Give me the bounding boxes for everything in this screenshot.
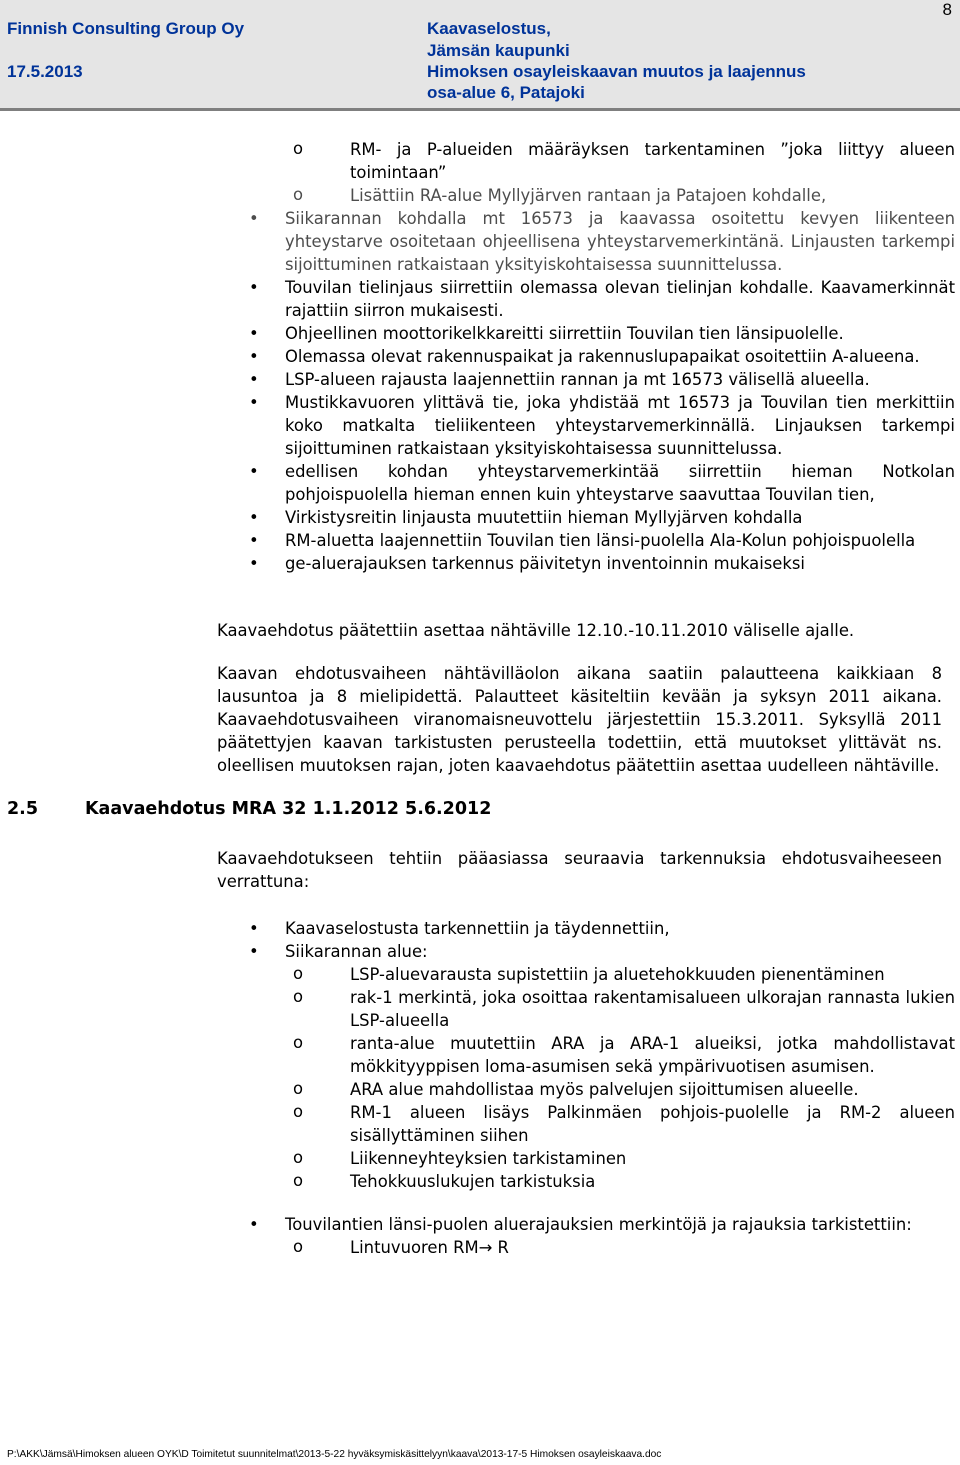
touvila-list	[0, 1213, 960, 1259]
list-item: • Siikarannan kohdalla mt 16573 ja kaavassa osoitettu kevyen liikenteen yhteystarve osoitetaan ohjeellisena yhteystarvemerkintänä. Linjausten tarkempi sijoittuminen ratkaistaan yksityiskohtaisessa suunnittelussa.	[285, 207, 955, 276]
document-body	[0, 138, 960, 1259]
page-number: 8	[942, 0, 952, 19]
sub-list-item: o RM-1 alueen lisäys Palkinmäen pohjois-puolelle ja RM-2 alueen sisällyttäminen siihen	[350, 1101, 955, 1147]
list-item: • ge-aluerajauksen tarkennus päivitetyn inventoinnin mukaiseksi	[285, 552, 955, 575]
file-path-footer: P:\AKK\Jämsä\Himoksen alueen OYK\D Toimitetut suunnitelmat\2013-5-22 hyväksymiskäsittelyyn\kaava\2013-17-5 Himoksen osayleiskaava.doc	[7, 1449, 662, 1460]
sub-list-item: o RM- ja P-alueiden määräyksen tarkentaminen ”joka liittyy alueen toimintaan”	[350, 138, 955, 184]
list-item: • Virkistysreitin linjausta muutettiin hieman Myllyjärven kohdalla	[285, 506, 955, 529]
company-name: Finnish Consulting Group Oy	[7, 19, 245, 38]
sub-list-item: o Lisättiin RA-alue Myllyjärven rantaan ja Patajoen kohdalle,	[350, 184, 955, 207]
plan-title: Himoksen osayleiskaavan muutos ja laajennus	[427, 62, 806, 81]
list-item: • Mustikkavuoren ylittävä tie, joka yhdistää mt 16573 ja Touvilan tien merkittiin koko matkalta tieliikenteen yhteystarvemerkinnällä. Linjauksen tarkempi sijoittuminen ratkaistaan yksityiskohtaisessa suunnittelussa.	[285, 391, 955, 460]
sub-list-item: o Lintuvuoren RM→ R	[350, 1236, 955, 1259]
list-item: • LSP-alueen rajausta laajennettiin rannan ja mt 16573 välisellä alueella.	[285, 368, 955, 391]
sub-list-item: o LSP-aluevarausta supistettiin ja aluetehokkuuden pienentäminen	[350, 963, 955, 986]
section-heading	[7, 797, 960, 821]
section-number: 2.5	[7, 799, 39, 819]
sub-list-item: o ranta-alue muutettiin ARA ja ARA-1 alueiksi, jotka mahdollistavat mökkityyppisen loma-asumisen sekä ympärivuotisen asumisen.	[350, 1032, 955, 1078]
sub-list-item: o ARA alue mahdollistaa myös palvelujen sijoittumisen alueelle.	[350, 1078, 955, 1101]
changes-list	[0, 138, 960, 575]
list-item: • RM-aluetta laajennettiin Touvilan tien länsi-puolella Ala-Kolun pohjoispuolella	[285, 529, 955, 552]
page-header	[0, 0, 960, 111]
paragraph-feedback: Kaavan ehdotusvaiheen nähtävilläolon aikana saatiin palautteena kaikkiaan 8 lausuntoa ja 8 mielipidettä. Palautteet käsiteltiin kevään ja syksyn 2011 aikana. Kaavaehdotusvaiheen viranomaisneuvottelu järjestettiin 15.3.2011. Syksyllä 2011 päätettyjen kaavan tarkistusten perusteella todettiin, että muutokset ylittävät ns. oleellisen muutoksen rajan, joten kaavaehdotus päätettiin asettaa uudelleen nähtäville.	[217, 664, 942, 775]
sub-list-item: o Tehokkuuslukujen tarkistuksia	[350, 1170, 955, 1193]
sub-list-item: o Liikenneyhteyksien tarkistaminen	[350, 1147, 955, 1170]
document-type: Kaavaselostus,	[427, 19, 551, 38]
municipality: Jämsän kaupunki	[427, 41, 570, 60]
section-title: Kaavaehdotus MRA 32 1.1.2012 5.6.2012	[85, 799, 492, 819]
sub-list-item: o rak-1 merkintä, joka osoittaa rakentamisalueen ulkorajan rannasta lukien LSP-alueella	[350, 986, 955, 1032]
paragraph-exhibition: Kaavaehdotus päätettiin asettaa nähtäville 12.10.-10.11.2010 väliselle ajalle.	[217, 621, 855, 640]
list-item: • Siikarannan alue:	[285, 940, 955, 963]
list-item: • Olemassa olevat rakennuspaikat ja rakennuslupapaikat osoitettiin A-alueena.	[285, 345, 955, 368]
paragraph-refinements: Kaavaehdotukseen tehtiin pääasiassa seuraavia tarkennuksia ehdotusvaiheeseen verrattuna:	[217, 849, 942, 891]
list-item: • edellisen kohdan yhteystarvemerkintää siirrettiin hieman Notkolan pohjoispuolella hieman ennen kuin yhteystarve saavuttaa Touvilan tien,	[285, 460, 955, 506]
list-item: • Touvilan tielinjaus siirrettiin olemassa olevan tielinjan kohdalle. Kaavamerkinnät rajattiin siirron mukaisesti.	[285, 276, 955, 322]
plan-area: osa-alue 6, Patajoki	[427, 83, 585, 102]
refinements-list	[0, 917, 960, 1193]
list-item: • Ohjeellinen moottorikelkkareitti siirrettiin Touvilan tien länsipuolelle.	[285, 322, 955, 345]
list-item: • Touvilantien länsi-puolen aluerajauksien merkintöjä ja rajauksia tarkistettiin:	[285, 1213, 955, 1236]
list-item: • Kaavaselostusta tarkennettiin ja täydennettiin,	[285, 917, 955, 940]
document-date: 17.5.2013	[7, 62, 83, 81]
